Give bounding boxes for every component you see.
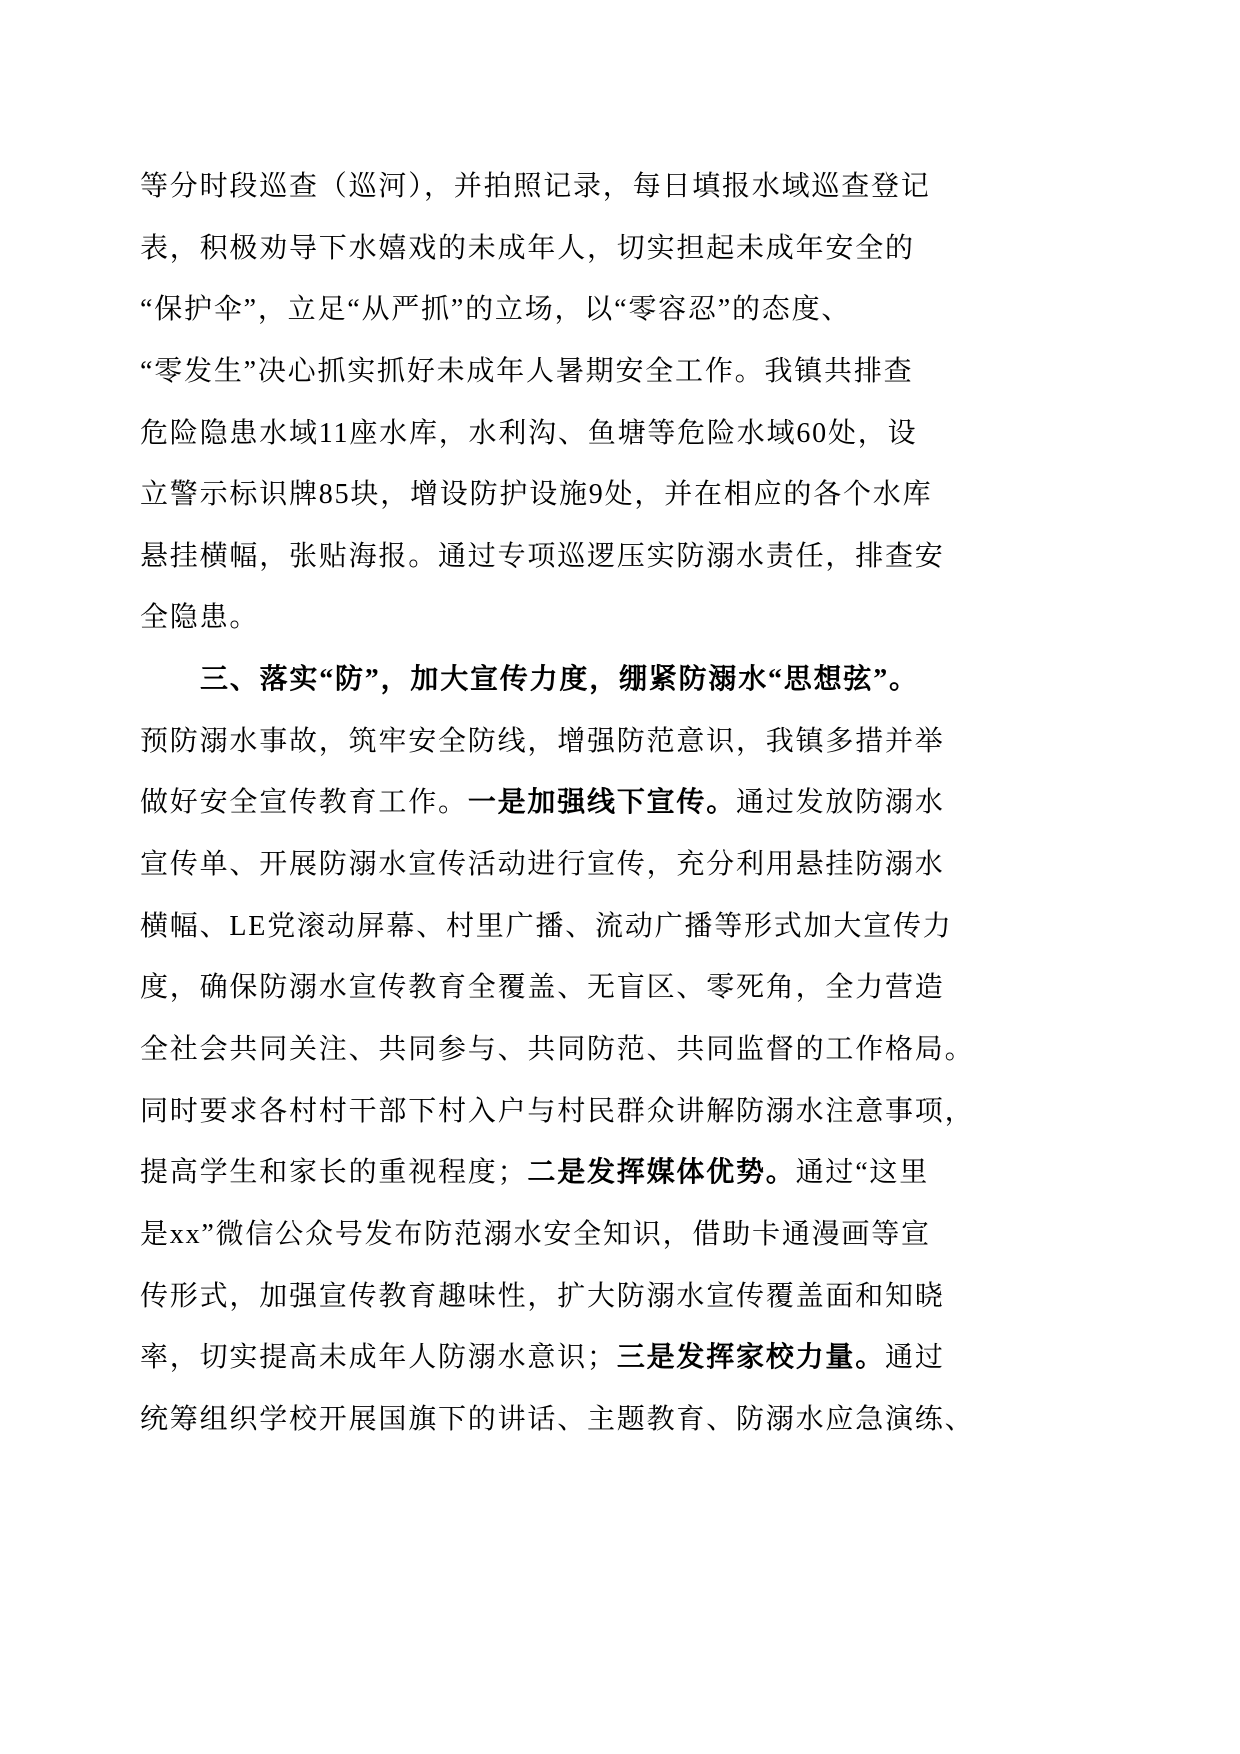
text-line: 悬挂横幅，张贴海报。通过专项巡逻压实防溺水责任，排查安 bbox=[140, 540, 945, 572]
text-line: “保护伞”，立足“从严抓”的立场，以“零容忍”的态度、 bbox=[140, 294, 852, 326]
text-line: 度，确保防溺水宣传教育全覆盖、无盲区、零死角，全力营造 bbox=[140, 972, 945, 1004]
bold-lead-phrase: 三是发挥家校力量。 bbox=[616, 1342, 886, 1374]
text-line bbox=[140, 1142, 1000, 1204]
text-segment: 通过 bbox=[885, 1342, 945, 1374]
text-line bbox=[140, 772, 1000, 834]
text-line: 传形式，加强宣传教育趣味性，扩大防溺水宣传覆盖面和知晓 bbox=[140, 1280, 945, 1312]
text-line: 全社会共同关注、共同参与、共同防范、共同监督的工作格局。 bbox=[140, 1033, 975, 1065]
text-line: 预防溺水事故，筑牢安全防线，增强防范意识，我镇多措并举 bbox=[140, 725, 945, 757]
text-line: 等分时段巡查（巡河），并拍照记录，每日填报水域巡查登记 bbox=[140, 171, 931, 202]
text-line bbox=[140, 1327, 1000, 1389]
document-body bbox=[140, 156, 1000, 1450]
text-line: “零发生”决心抓实抓好未成年人暑期安全工作。我镇共排查 bbox=[140, 355, 914, 387]
text-segment: 做好安全宣传教育工作。 bbox=[140, 787, 468, 819]
bold-lead-phrase: 二是发挥媒体优势。 bbox=[527, 1157, 796, 1189]
section-heading: 三、落实“防”，加大宣传力度，绷紧防溺水“思想弦”。 bbox=[200, 664, 919, 696]
text-line: 立警示标识牌85块，增设防护设施9处，并在相应的各个水库 bbox=[140, 479, 933, 511]
text-segment: 通过发放防溺水 bbox=[736, 787, 945, 819]
paragraph-patrol bbox=[140, 156, 1000, 649]
text-line: 同时要求各村村干部下村入户与村民群众讲解防溺水注意事项， bbox=[140, 1095, 975, 1127]
text-line: 全隐患。 bbox=[140, 602, 260, 634]
text-segment: 通过“这里 bbox=[795, 1157, 930, 1189]
text-segment: 率，切实提高未成年人防溺水意识； bbox=[140, 1342, 617, 1374]
text-line: 横幅、LE党滚动屏幕、村里广播、流动广播等形式加大宣传力 bbox=[140, 910, 953, 942]
text-line: 宣传单、开展防溺水宣传活动进行宣传，充分利用悬挂防溺水 bbox=[140, 849, 945, 881]
text-segment: 提高学生和家长的重视程度； bbox=[140, 1157, 528, 1189]
text-line: 危险隐患水域11座水库，水利沟、鱼塘等危险水域60处，设 bbox=[140, 417, 918, 449]
text-line: 统筹组织学校开展国旗下的讲话、主题教育、防溺水应急演练、 bbox=[140, 1403, 975, 1435]
bold-lead-phrase: 一是加强线下宣传。 bbox=[467, 787, 737, 819]
paragraph-publicity bbox=[140, 711, 1000, 1451]
text-line: 表，积极劝导下水嬉戏的未成年人，切实担起未成年安全的 bbox=[140, 232, 915, 264]
text-line: 是xx”微信公众号发布防范溺水安全知识，借助卡通漫画等宣 bbox=[140, 1218, 931, 1250]
